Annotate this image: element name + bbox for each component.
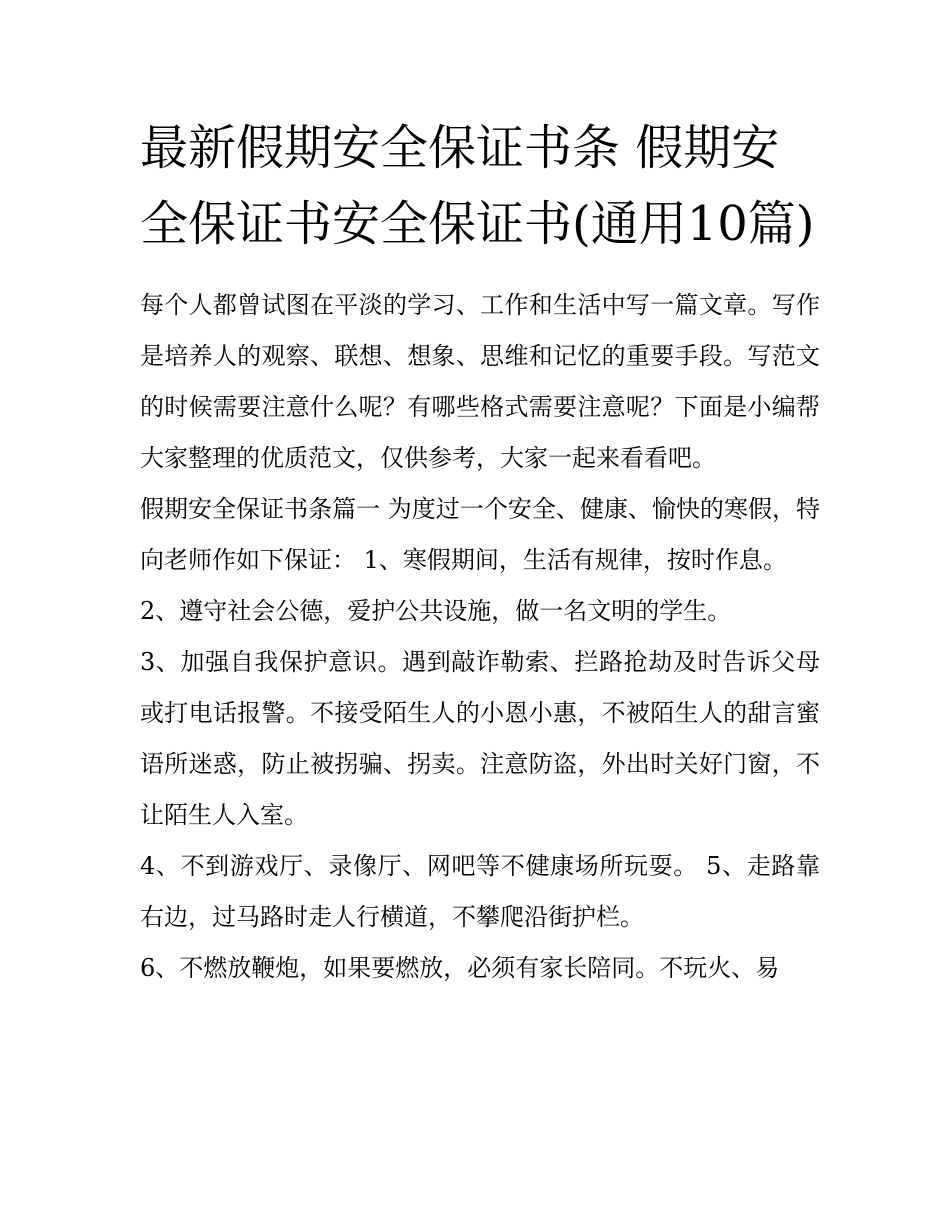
paragraph-item-3: 3、加强自我保护意识。遇到敲诈勒索、拦路抢劫及时告诉父母或打电话报警。不接受陌生人的小恩小惠，不被陌生人的甜言蜜语所迷惑，防止被拐骗、拐卖。注意防盗，外出时关好门窗，不让陌生人入室。	[140, 648, 820, 829]
document-title: 最新假期安全保证书条 假期安全保证书安全保证书(通用10篇)	[140, 120, 815, 252]
paragraph-intro: 每个人都曾试图在平淡的学习、工作和生活中写一篇文章。写作是培养人的观察、联想、想象、思维和记忆的重要手段。写范文的时候需要注意什么呢？有哪些格式需要注意呢？下面是小编帮大家整理的优质范文，仅供参考，大家一起来看看吧。	[140, 291, 820, 472]
paragraph-item-4-5: 4、不到游戏厅、录像厅、网吧等不健康场所玩耍。 5、走路靠右边，过马路时走人行横道，不攀爬沿街护栏。	[140, 852, 820, 931]
paragraph-item-2: 2、遵守社会公德，爱护公共设施，做一名文明的学生。	[140, 597, 732, 625]
document-content	[140, 110, 820, 994]
paragraph-item-6: 6、不燃放鞭炮，如果要燃放，必须有家长陪同。不玩火、易	[140, 954, 780, 982]
paragraph-pledge-intro: 假期安全保证书条篇一 为度过一个安全、健康、愉快的寒假，特向老师作如下保证： 1、寒假期间，生活有规律，按时作息。	[140, 495, 820, 574]
document-body	[140, 280, 820, 994]
